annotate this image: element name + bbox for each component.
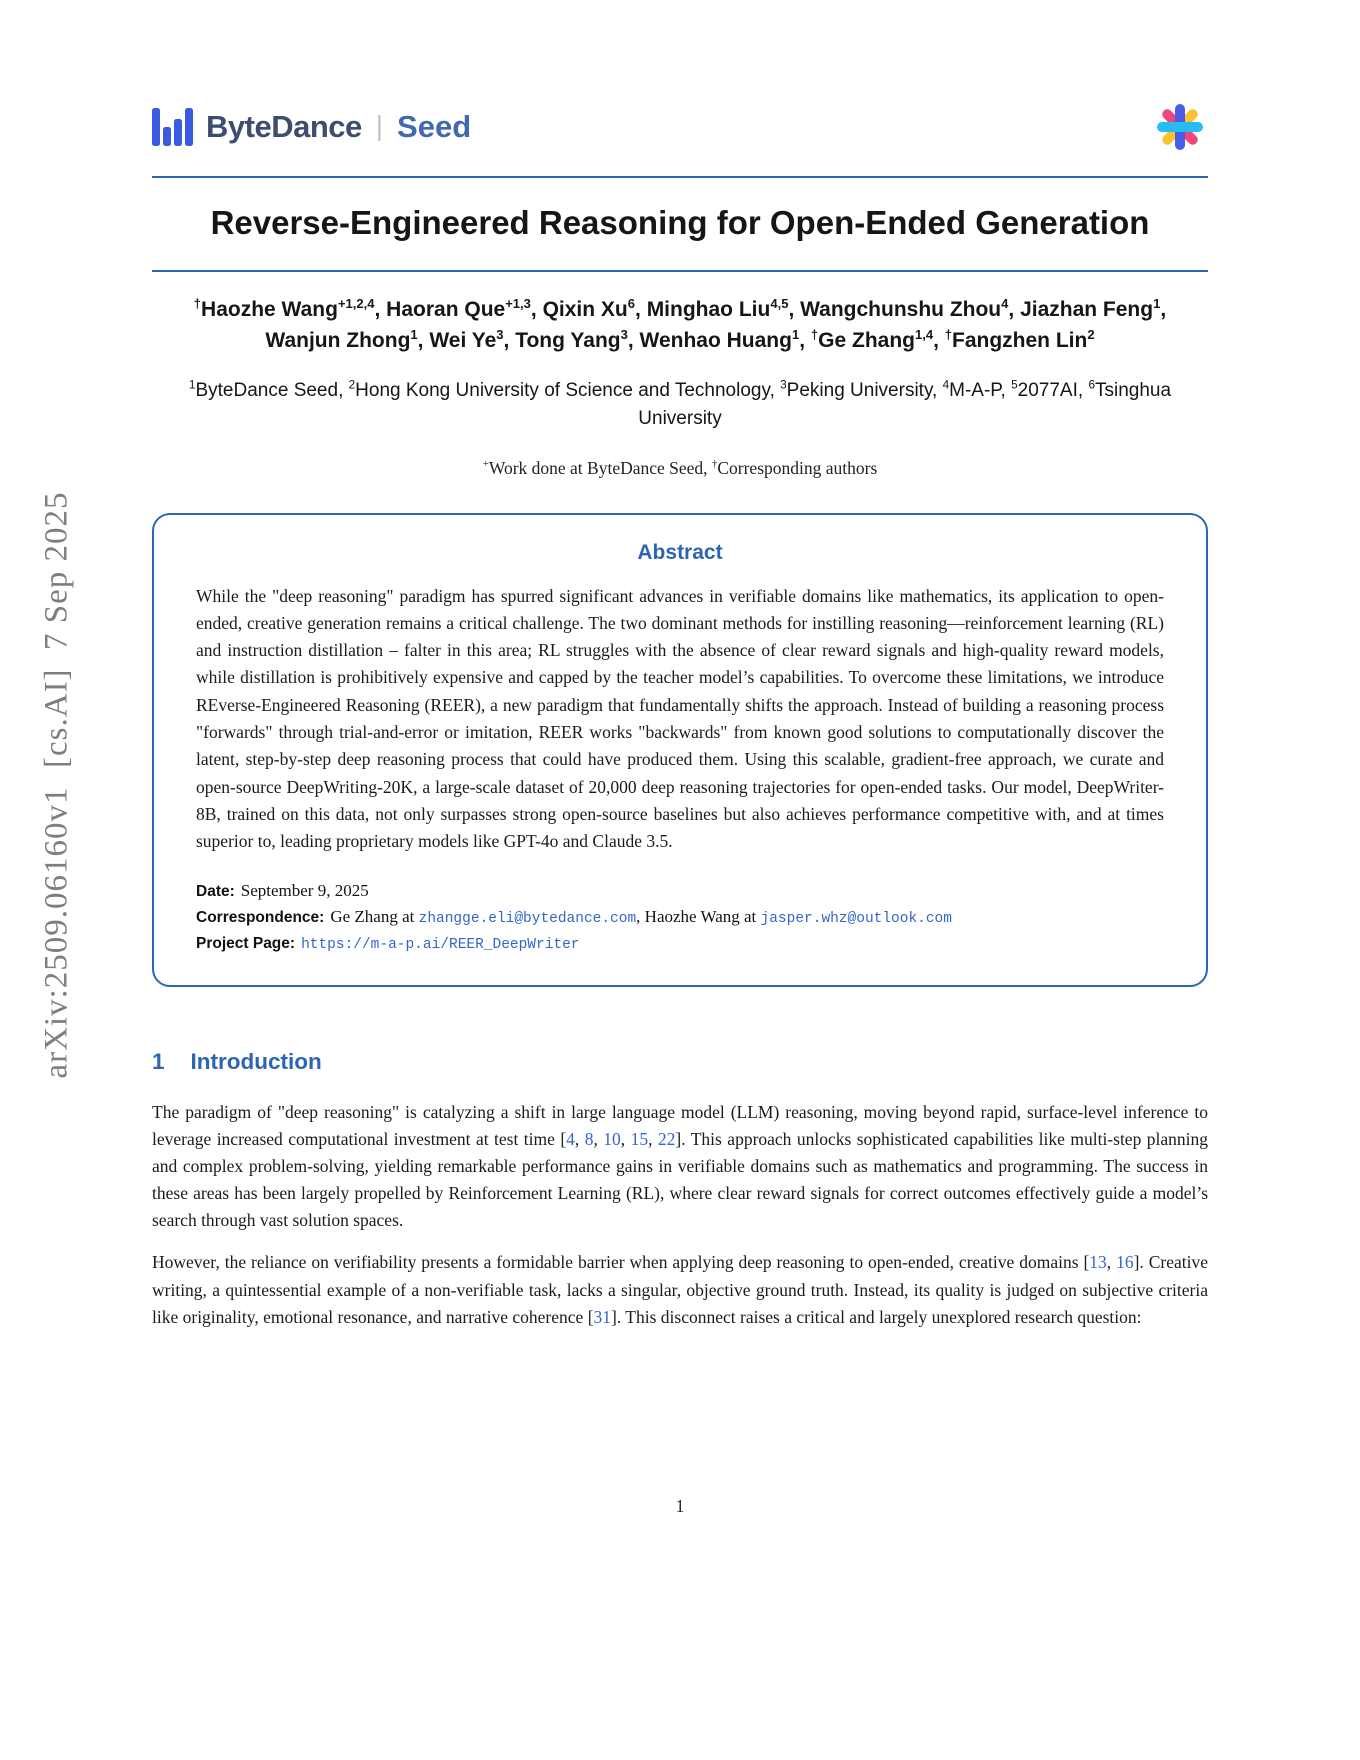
brand-name: ByteDance	[206, 109, 362, 144]
citation-link[interactable]: 15	[630, 1128, 649, 1149]
affiliation-name: Hong Kong University of Science and Technology	[355, 379, 770, 401]
brand-sub-name: Seed	[397, 109, 472, 144]
arxiv-watermark: arXiv:2509.06160v1 [cs.AI] 7 Sep 2025	[38, 491, 75, 1079]
affiliation-name: M-A-P	[949, 379, 1001, 401]
title-rule-bottom	[152, 270, 1208, 272]
contribution-note: +Work done at ByteDance Seed, †Corresponding authors	[482, 457, 878, 478]
brand-divider: |	[375, 110, 384, 141]
section-heading-introduction	[152, 1049, 1208, 1075]
author-name: Qixin Xu	[542, 297, 628, 321]
bytedance-seed-logo	[152, 108, 471, 146]
affiliation-name: Peking University	[786, 379, 933, 401]
affiliation-name: ByteDance Seed	[195, 379, 339, 401]
author-name: Fangzhen Lin	[952, 329, 1088, 353]
header	[152, 96, 1208, 158]
seed-pinwheel-icon	[1152, 99, 1208, 155]
author-name: Haoran Que	[386, 297, 506, 321]
authors-line: †Haozhe Wang$^{+1,2,4}$, Haoran Que$^{+1,3}$, Qixin Xu$^6$, Minghao Liu$^{4,5}$, Wangchunshu Zhou$^4$, Jiazhan Feng$^1$, Wanjun Zhong$^1$, Wei Ye$^3$, Tong Yang$^3$, Wenhao Huang$^1$, †Ge Zhang$^{1,4}$, †Fangzhen Lin$^2$	[193, 295, 1167, 353]
paper-meta	[196, 878, 1164, 957]
email-link[interactable]: zhangge.eli@bytedance.com	[418, 910, 637, 927]
author-name: Ge Zhang	[818, 329, 915, 353]
abstract-box	[152, 513, 1208, 987]
correspondence-text: Ge Zhang at zhangge.eli@bytedance.com, Haozhe Wang at jasper.whz@outlook.com	[330, 906, 952, 927]
author-name: Minghao Liu	[646, 297, 771, 321]
intro-paragraph: However, the reliance on verifiability presents a formidable barrier when applying deep reasoning to open-ended, creative domains [13, 16]. Creative writing, a quintessential example of a non-verifiable task, lacks a singular, objective ground truth. Instead, its quality is judged on subjective criteria like originality, emotional resonance, and narrative coherence [31]. This disconnect raises a critical and largely unexplored research question:	[152, 1252, 1209, 1327]
author-name: Jiazhan Feng	[1020, 297, 1154, 321]
project-page-row	[196, 930, 1164, 956]
author-name: Wei Ye	[429, 329, 497, 353]
citation-link[interactable]: 16	[1116, 1252, 1134, 1273]
date-value: September 9, 2025	[240, 880, 369, 900]
page-number: 1	[675, 1496, 685, 1516]
email-link[interactable]: jasper.whz@outlook.com	[760, 910, 952, 927]
page-content	[152, 96, 1208, 1331]
bytedance-bars-icon	[152, 108, 194, 146]
section-number: 1	[152, 1048, 165, 1074]
author-name: Wangchunshu Zhou	[800, 297, 1002, 321]
date-label: Date:	[196, 882, 235, 900]
abstract-text: While the "deep reasoning" paradigm has spurred significant advances in verifiable domains like mathematics, its application to open-ended, creative generation remains a critical challenge. The two dominant methods for instilling reasoning—reinforcement learning (RL) and instruction distillation – falter in this area; RL struggles with the absence of clear reward signals and high-quality reward models, while distillation is prohibitively expensive and capped by the teacher model’s capabilities. To overcome these limitations, we introduce REverse-Engineered Reasoning (REER), a new paradigm that fundamentally shifts the approach. Instead of building a reasoning process "forwards" through trial-and-error or imitation, REER works "backwards" from known good solutions to computationally discover the latent, step-by-step deep reasoning process that could have produced them. Using this scalable, gradient-free approach, we curate and open-source DeepWriting-20K, a large-scale dataset of 20,000 deep reasoning trajectories for open-ended tasks. Our model, DeepWriter-8B, trained on this data, not only surpasses strong open-source baselines but also achieves performance competitive with, and at times superior to, leading proprietary models like GPT-4o and Claude 3.5.	[196, 585, 1164, 852]
intro-paragraph: The paradigm of "deep reasoning" is catalyzing a shift in large language model (LLM) reasoning, moving beyond rapid, surface-level inference to leverage increased computational investment at test time [4, 8, 10, 15, 22]. This approach unlocks sophisticated capabilities like multi-step planning and complex problem-solving, yielding remarkable performance gains in verifiable domains such as mathematics and programming. The success in these areas has been largely propelled by Reinforcement Learning (RL), where clear reward signals for correct outcomes effectively guide a model’s search through vast solution spaces.	[152, 1101, 1208, 1231]
citation-link[interactable]: 22	[657, 1128, 676, 1149]
author-name: Haozhe Wang	[201, 297, 338, 321]
paper-title: Reverse-Engineered Reasoning for Open-Ended Generation	[210, 204, 1150, 241]
introduction-body	[152, 1099, 1208, 1331]
citation-link[interactable]: 13	[1089, 1252, 1107, 1273]
citation-link[interactable]: 31	[593, 1306, 612, 1327]
title-rule-top	[152, 176, 1208, 178]
correspondence-row	[196, 904, 1164, 930]
project-page-label: Project Page:	[196, 935, 296, 953]
project-page-link[interactable]: https://m-a-p.ai/REER_DeepWriter	[301, 937, 580, 954]
correspondence-label: Correspondence:	[196, 908, 325, 926]
author-name: Wenhao Huang	[639, 329, 792, 353]
section-title: Introduction	[190, 1048, 322, 1074]
citation-link[interactable]: 8	[584, 1128, 594, 1149]
author-name: Tong Yang	[515, 329, 621, 353]
affiliation-name: 2077AI	[1017, 379, 1078, 401]
citation-link[interactable]: 4	[566, 1128, 575, 1149]
citation-link[interactable]: 10	[603, 1128, 621, 1149]
abstract-heading: Abstract	[637, 540, 723, 564]
affiliations-line: $^1$ByteDance Seed, $^2$Hong Kong University of Science and Technology, $^3$Peking University, $^4$M-A-P, $^5$2077AI, $^6$Tsinghua University	[188, 378, 1172, 430]
affiliation-name: Tsinghua University	[638, 379, 1172, 430]
author-name: Wanjun Zhong	[265, 329, 411, 353]
date-row	[196, 878, 1164, 904]
